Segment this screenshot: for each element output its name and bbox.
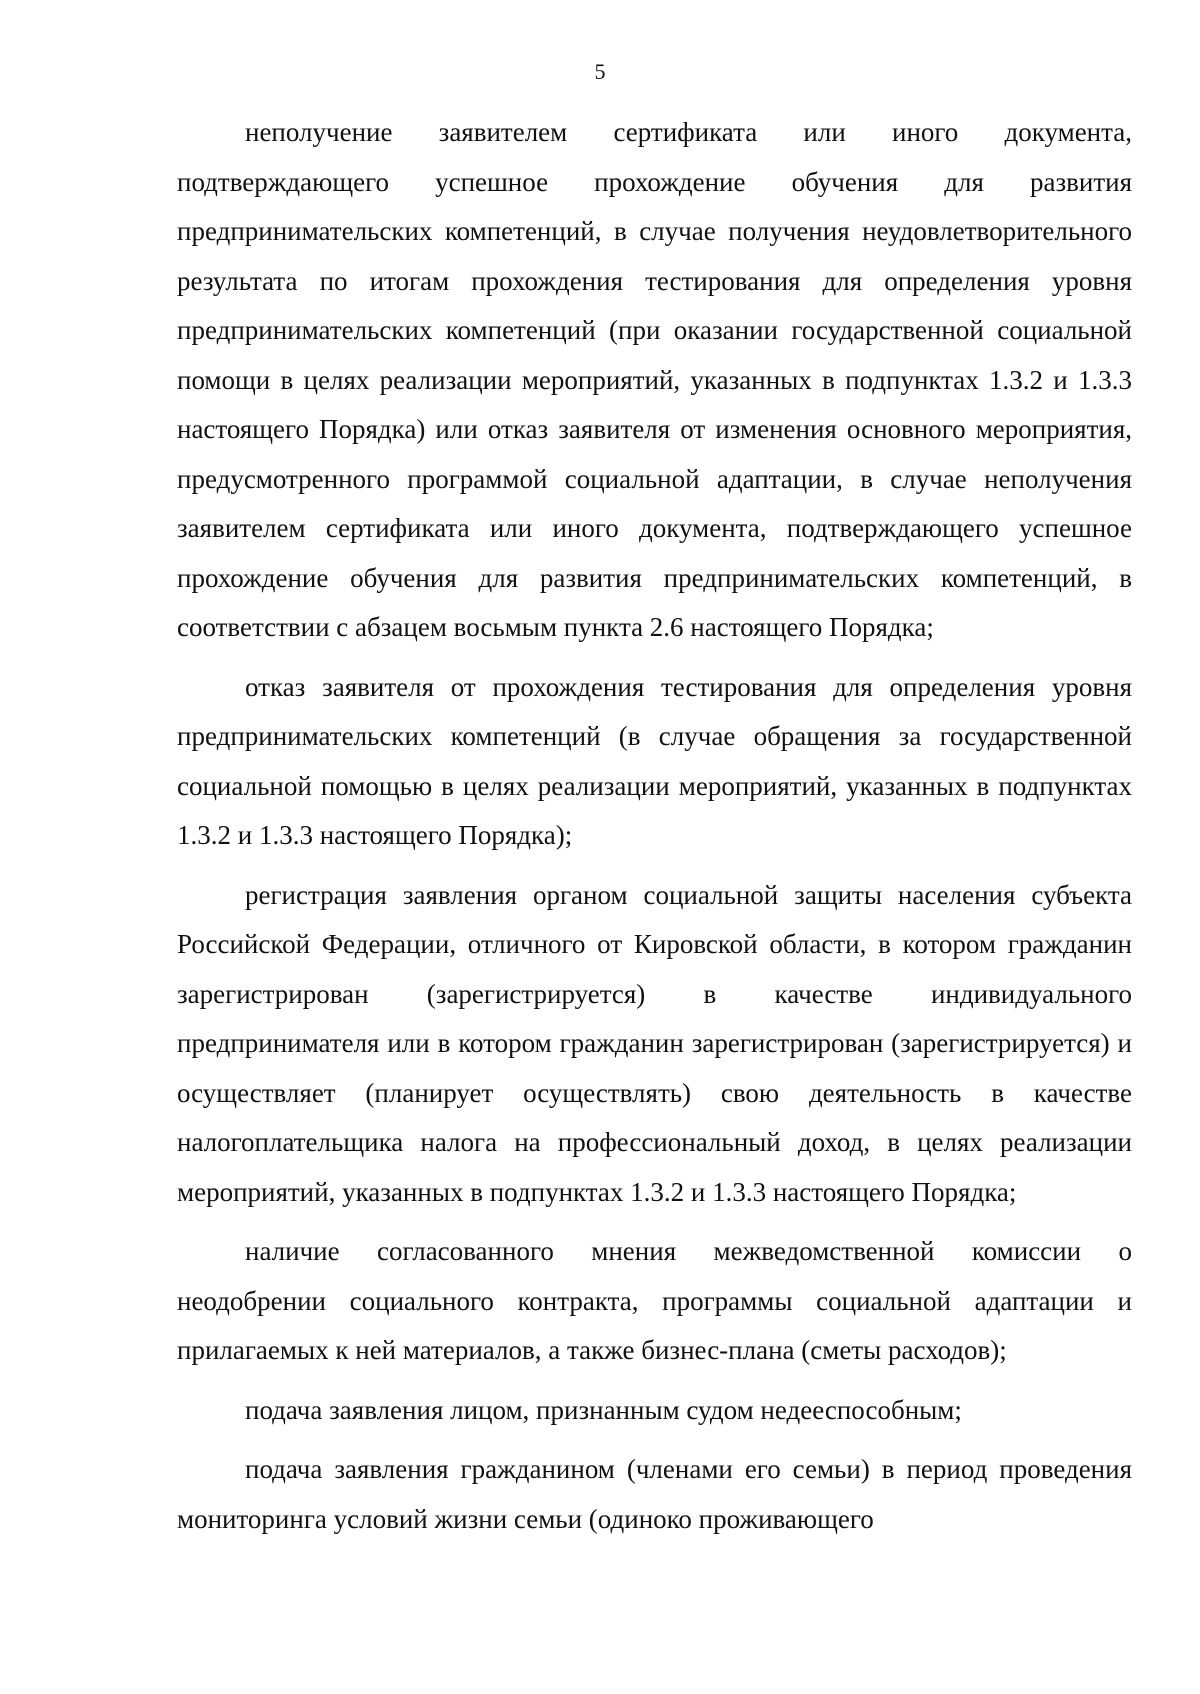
paragraph-incapacitated-applicant: подача заявления лицом, признанным судом недееспособным; [245, 1394, 962, 1425]
paragraph-commission-disapproval: наличие согласованного мнения межведомственной комиссии о неодобрении социального контракта, программы социальной адаптации и прилагаемых к ней материалов, а также бизнес-плана (сметы расходов); [177, 1236, 1132, 1365]
paragraph-certificate-not-received: неполучение заявителем сертификата или иного документа, подтверждающего успешное прохождение обучения для развития предпринимательских компетенций, в случае получения неудовлетворительного результата по итогам прохождения тестирования для определения уровня предпринимательских компетенций (при оказании государственной социальной помощи в целях реализации мероприятий, указанных в подпунктах 1.3.2 и 1.3.3 настоящего Порядка) или отказ заявителя от изменения основного мероприятия, предусмотренного программой социальной адаптации, в случае неполучения заявителем сертификата или иного документа, подтверждающего успешное прохождение обучения для развития предпринимательских компетенций, в соответствии с абзацем восьмым пункта 2.6 настоящего Порядка; [177, 117, 1132, 642]
paragraph-testing-refusal: отказ заявителя от прохождения тестирования для определения уровня предпринимательских компетенций (в случае обращения за государственной социальной помощью в целях реализации мероприятий, указанных в подпунктах 1.3.2 и 1.3.3 настоящего Порядка); [177, 671, 1132, 850]
document-body [177, 108, 1132, 1554]
page-number: 5 [594, 59, 606, 84]
paragraph-other-region-registration: регистрация заявления органом социальной защиты населения субъекта Российской Федерации, отличного от Кировской области, в котором гражданин зарегистрирован (зарегистрируется) в качестве индивидуального предпринимателя или в котором гражданин зарегистрирован (зарегистрируется) и осуществляет (планирует осуществлять) свою деятельность в качестве налогоплательщика налога на профессиональный доход, в целях реализации мероприятий, указанных в подпунктах 1.3.2 и 1.3.3 настоящего Порядка; [177, 879, 1132, 1207]
paragraph-monitoring-period: подача заявления гражданином (членами его семьи) в период проведения мониторинга условий жизни семьи (одиноко проживающего [177, 1454, 1132, 1534]
